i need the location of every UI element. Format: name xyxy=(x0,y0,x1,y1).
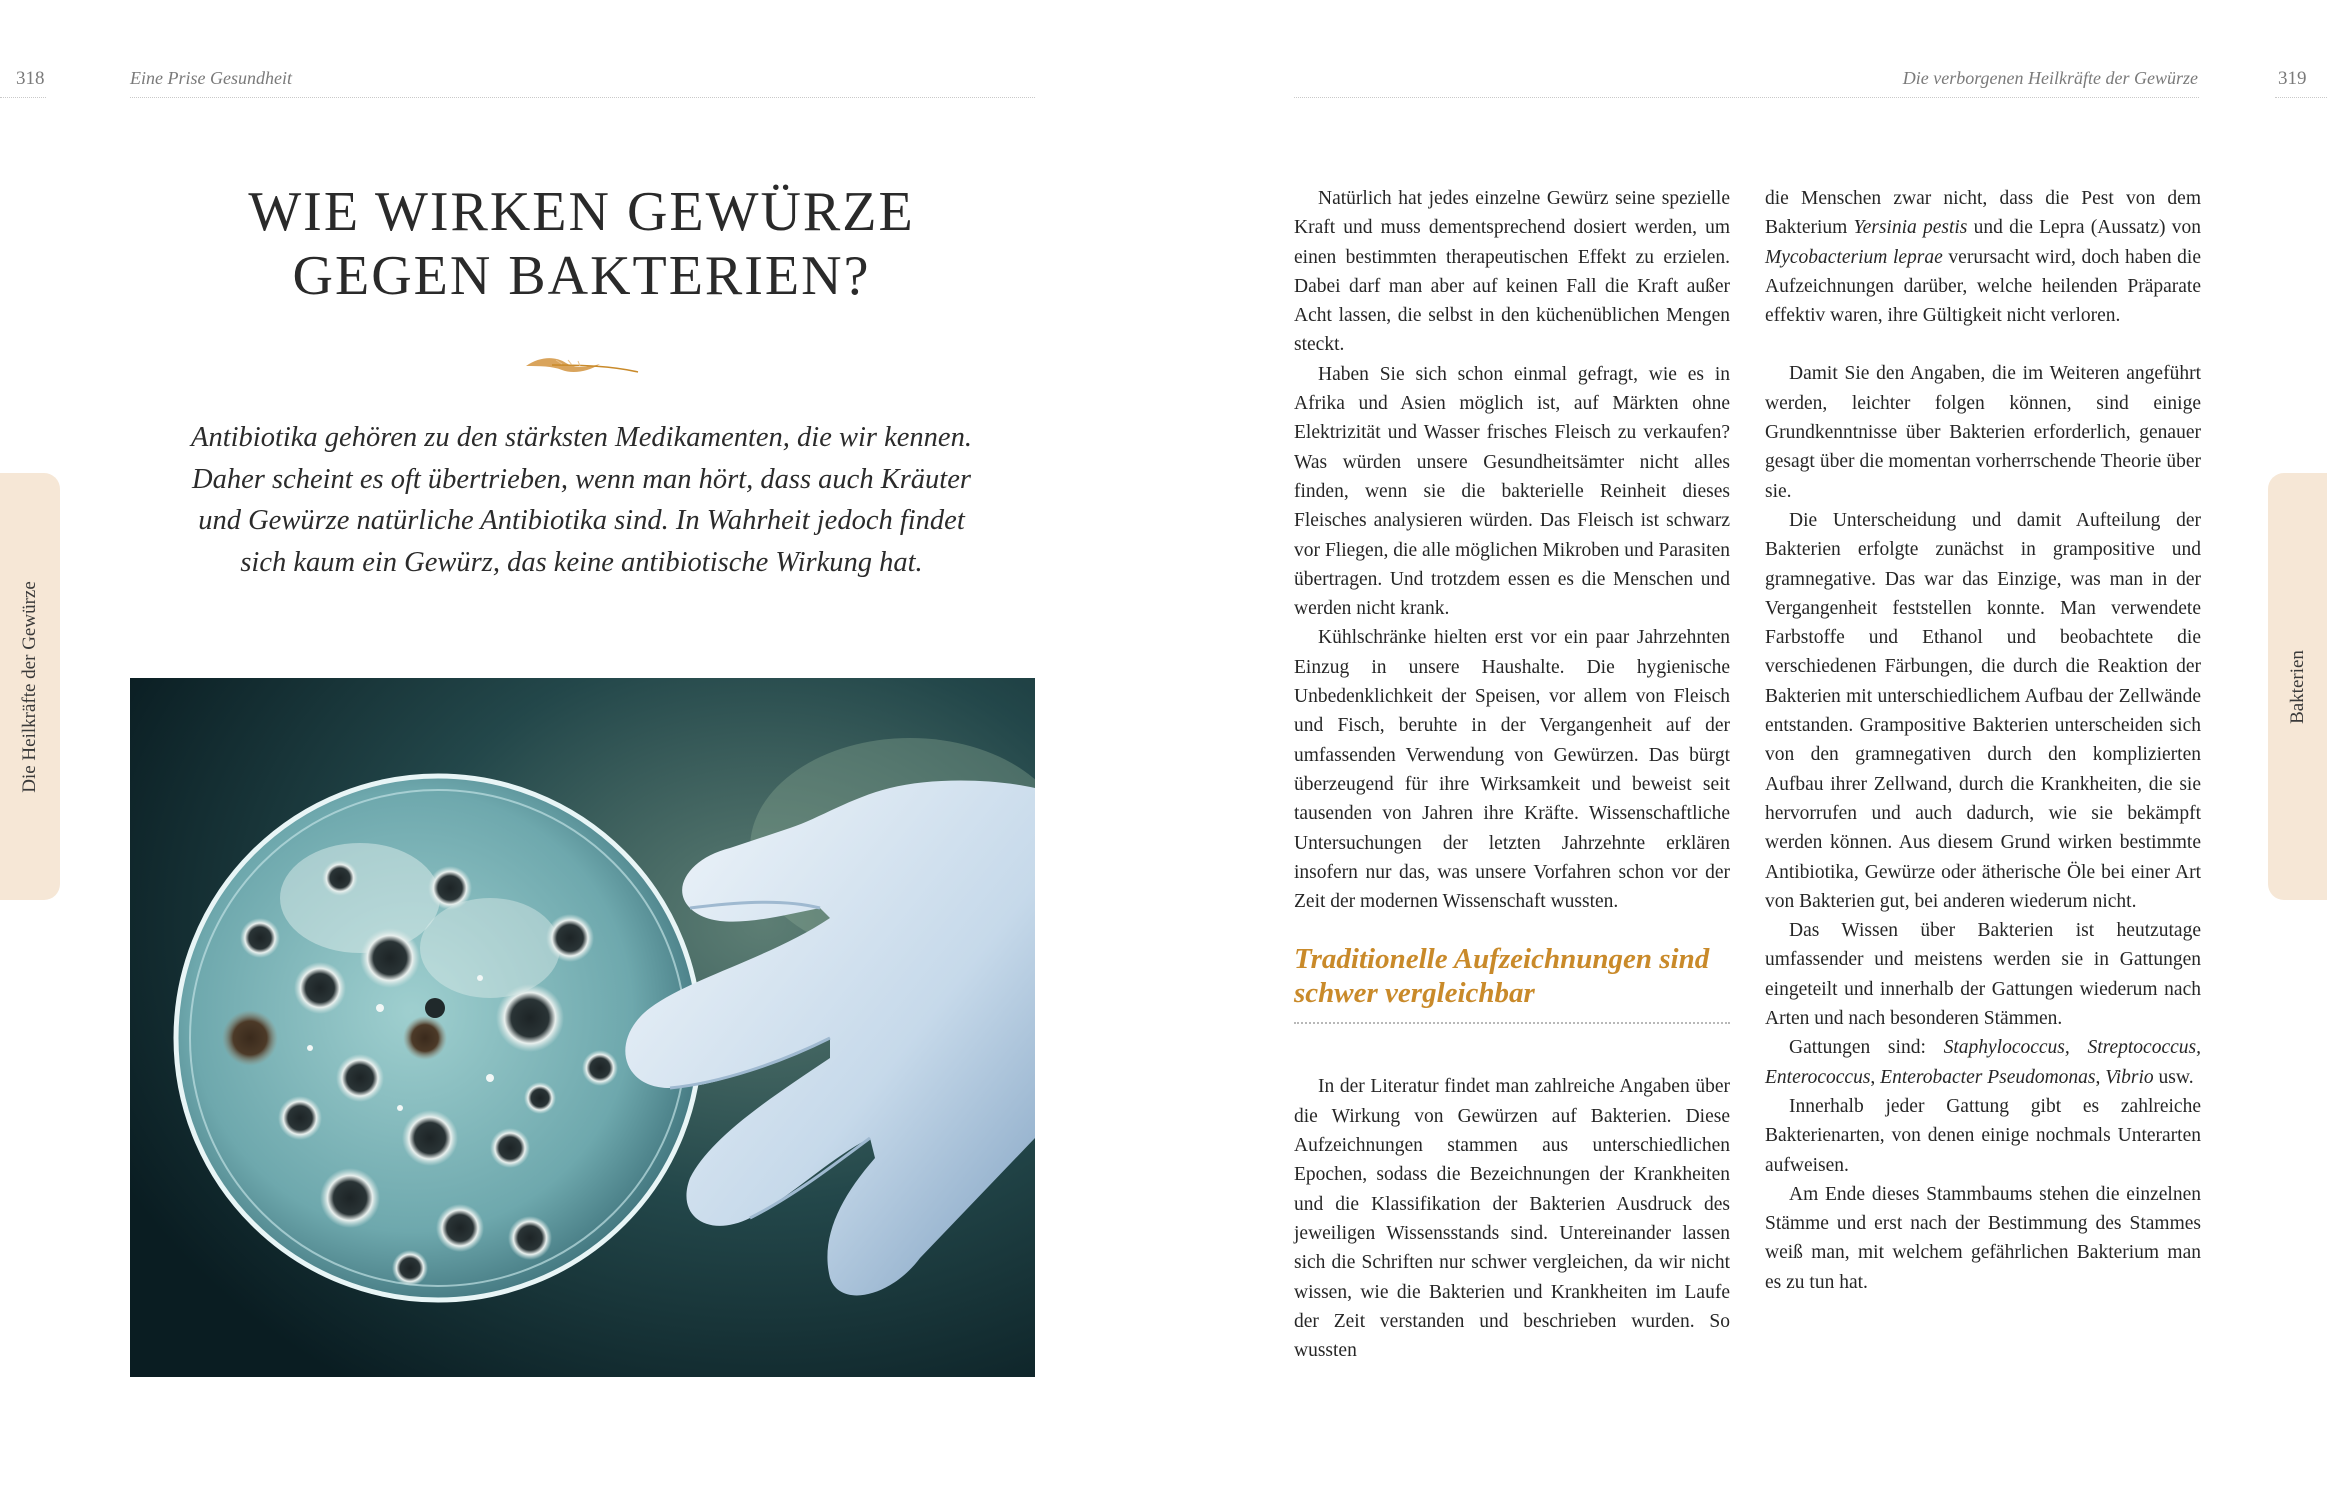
header-rule-left xyxy=(130,97,1035,98)
paragraph: Innerhalb jeder Gattung gibt es zahlreiche Bakterienarten, von denen einige nochmals Unterarten aufweisen. xyxy=(1765,1095,2201,1176)
section-subheading: Traditionelle Aufzeichnungen sind schwer vergleichbar xyxy=(1294,942,1730,1024)
title-line-2: GEGEN BAKTERIEN? xyxy=(292,245,871,307)
petri-dish-photo xyxy=(130,678,1035,1377)
running-header-right: Die verborgenen Heilkräfte der Gewürze xyxy=(1902,68,2198,88)
leaf-ornament-icon xyxy=(522,352,642,378)
side-tab-right-label: Bakterien xyxy=(2286,649,2308,724)
bacteria-culture-image xyxy=(130,678,1035,1377)
paragraph: die Menschen zwar nicht, dass die Pest von dem Bakterium Yersinia pestis und die Lepra (Aussatz) von Mycobacterium leprae verursacht wird, doch haben die Aufzeichnungen darüber, welche heilenden Präparate effektiv waren, ihre Gültigkeit nicht verloren. xyxy=(1765,188,2202,327)
paragraph: Kühlschränke hielten erst vor ein paar Jahrzehnten Einzug in unsere Haushalte. Die hygienische Unbedenklichkeit der Speisen, vor allem von Fleisch und Fisch, beruhte in der Vergangenheit auf der umfassenden Verwendung von Gewürzen. Das bürgt überzeugend für ihre Wirksamkeit und beweist seit tausenden von Jahren ihre Kräfte. Wissenschaftliche Untersuchungen der letzten Jahrzehnte erklären insofern nur das, was unsere Vorfahren schon vor der Zeit der modernen Wissenschaft wussten. xyxy=(1294,627,1730,913)
page-number-right: 319 xyxy=(2278,68,2307,89)
paragraph: Die Unterscheidung und damit Aufteilung der Bakterien erfolgte zunächst in grampositive und gramnegative. Das war das Einzige, was man in der Vergangenheit feststellen konnte. Man verwendete Farbstoffe und Ethanol und beobachtete die verschiedenen Färbungen, die durch die Reaktion der Bakterien mit unterschiedlichem Aufbau der Zellwände entstanden. Grampositive Bakterien unterscheiden sich von den gramnegativen durch den komplizierten Aufbau ihrer Zellwand, durch die Krankheiten, die sie hervorrufen und auch dadurch, wie sie bekämpft werden können. Aus diesem Grund wirken bestimmte Antibiotika, Gewürze oder ätherische Öle bei einer Art von Bakterien gut, bei anderen wiederum nicht. xyxy=(1765,509,2201,912)
text-column-1 xyxy=(1294,184,1730,1365)
side-tab-right xyxy=(2268,473,2327,900)
header-rule-right xyxy=(1294,97,2199,98)
page-title xyxy=(130,180,1033,308)
paragraph: Am Ende dieses Stammbaums stehen die einzelnen Stämme und erst nach der Bestimmung des Stammes weiß man, mit welchem gefährlichen Bakterium man es zu tun hat. xyxy=(1765,1183,2201,1293)
paragraph: Das Wissen über Bakterien ist heutzutage umfassender und meistens werden sie in Gattungen eingeteilt und innerhalb der Gattungen wiederum nach Arten und nach besonderen Stämmen. xyxy=(1765,920,2201,1030)
paragraph: Gattungen sind: Staphylococcus, Streptococcus, Enterococcus, Enterobacter Pseudomonas, Vibrio usw. xyxy=(1765,1037,2201,1088)
paragraph: Haben Sie sich schon einmal gefragt, wie es in Afrika und Asien möglich ist, auf Märkten ohne Elektrizität und Wasser frisches Fleisch zu verkaufen? Was würden unsere Gesundheitsämter nicht alles finden, wenn sie die bakterielle Reinheit dieses Fleisches analysieren würden. Das Fleisch ist schwarz vor Fliegen, die alle möglichen Mikroben und Parasiten übertragen. Und trotzdem essen es die Menschen und werden nicht krank. xyxy=(1294,363,1730,620)
paragraph: Damit Sie den Angaben, die im Weiteren angeführt werden, leichter folgen können, sind einige Grundkenntnisse über Bakterien erforderlich, genauer gesagt über die momentan vorherrschende Theorie über sie. xyxy=(1765,363,2201,502)
title-line-1: WIE WIRKEN GEWÜRZE xyxy=(248,181,915,243)
text-column-2 xyxy=(1765,184,2201,1297)
page-number-left: 318 xyxy=(16,68,45,89)
header-rule-left-short xyxy=(0,97,46,98)
side-tab-left-label: Die Heilkräfte der Gewürze xyxy=(19,580,40,793)
lead-paragraph: Antibiotika gehören zu den stärksten Medikamenten, die wir kennen. Daher scheint es oft übertrieben, wenn man hört, dass auch Kräuter und Gewürze natürliche Antibiotika sind. In Wahrheit jedoch findet sich kaum ein Gewürz, das keine antibiotische Wirkung hat. xyxy=(191,422,972,578)
side-tab-left xyxy=(0,473,60,900)
paragraph: In der Literatur findet man zahlreiche Angaben über die Wirkung von Gewürzen auf Bakterien. Diese Aufzeichnungen stammen aus unterschiedlichen Epochen, sodass die Bezeichnungen der Krankheiten und die Klassifikation der Bakterien Ausdruck des jeweiligen Wissensstands sind. Untereinander lassen sich die Schriften nur schwer vergleichen, da wir nicht wissen, wie die Bakterien und Krankheiten im Laufe der Zeit verstanden und beschrieben wurden. So wussten xyxy=(1294,1076,1730,1362)
header-rule-right-short xyxy=(2275,97,2327,98)
paragraph: Natürlich hat jedes einzelne Gewürz seine spezielle Kraft und muss dementsprechend dosiert werden, um einen bestimmten therapeutischen Effekt zu erzielen. Dabei darf man aber auf keinen Fall die Kraft außer Acht lassen, die selbst in den küchenüblichen Mengen steckt. xyxy=(1294,188,1730,356)
running-header-left: Eine Prise Gesundheit xyxy=(130,68,292,88)
